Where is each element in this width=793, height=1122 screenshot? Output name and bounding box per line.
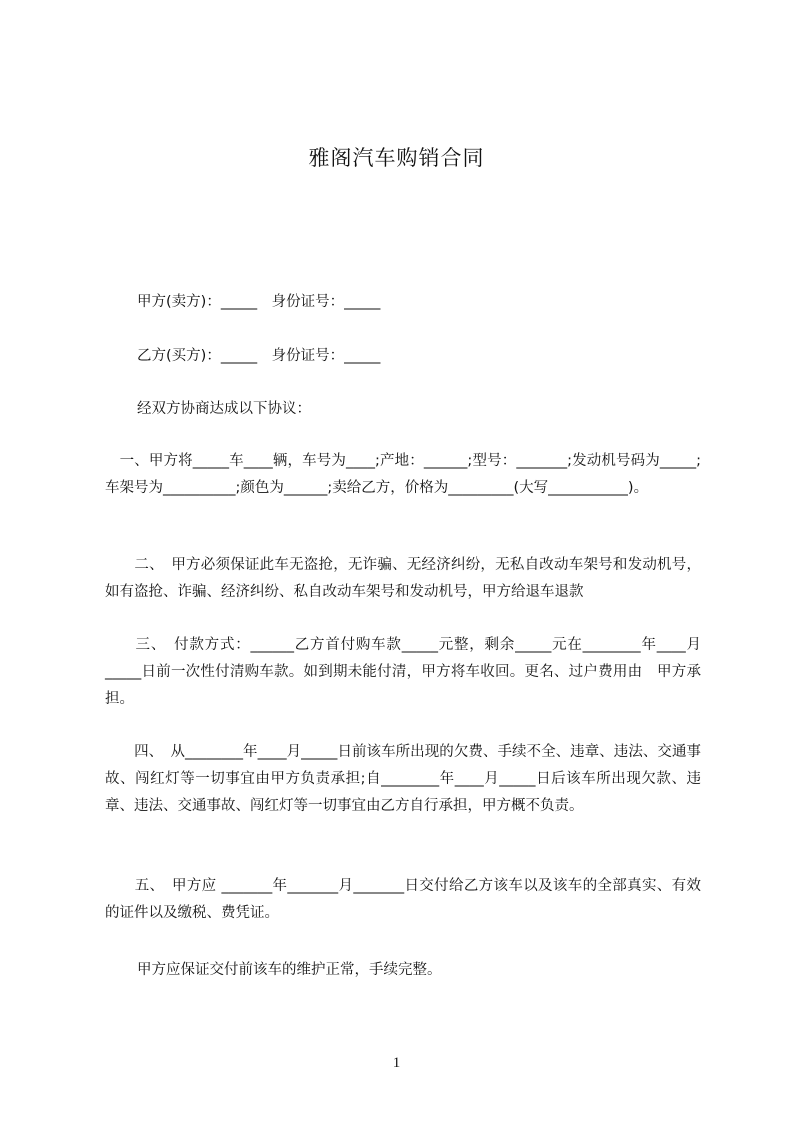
clause-6: 甲方应保证交付前该车的维护正常，手续完整。 (137, 962, 442, 978)
agreement-intro: 经双方协商达成以下协议： (137, 401, 311, 417)
clause-1: 一、甲方将_____车____辆，车号为____;产地：______;型号：_______;发动机号码为_____;车架号为__________;颜色为______;卖给乙方，价格为_________(大写___________)。 (105, 453, 701, 496)
clause-2: 二、 甲方必须保证此车无盗抢，无诈骗、无经济纠纷，无私自改动车架号和发动机号，如有盗抢、诈骗、经济纠纷、私自改动车架号和发动机号，甲方给退车退款 (105, 557, 701, 600)
party-b-line: 乙方(买方)：_____ 身份证号：_____ (137, 348, 381, 364)
clause-5: 五、 甲方应 _______年_______月_______日交付给乙方该车以及该车的全部真实、有效的证件以及缴税、费凭证。 (105, 878, 701, 921)
document-title: 雅阁汽车购销合同 (308, 146, 485, 170)
clause-3: 三、 付款方式：______乙方首付购车款_____元整，剩余_____元在________年____月_____日前一次性付清购车款。如到期未能付清，甲方将车收回。更名、过户费用由 甲方承担。 (105, 637, 701, 707)
party-a-line: 甲方(卖方)：_____ 身份证号：_____ (137, 294, 381, 310)
page-number: 1 (392, 1055, 401, 1071)
clause-4: 四、 从________年____月_____日前该车所出现的欠费、手续不全、违章、违法、交通事故、闯红灯等一切事宜由甲方负责承担;自________年____月_____日后该车所出现欠款、违章、违法、交通事故、闯红灯等一切事宜由乙方自行承担，甲方概不负责。 (105, 744, 701, 814)
